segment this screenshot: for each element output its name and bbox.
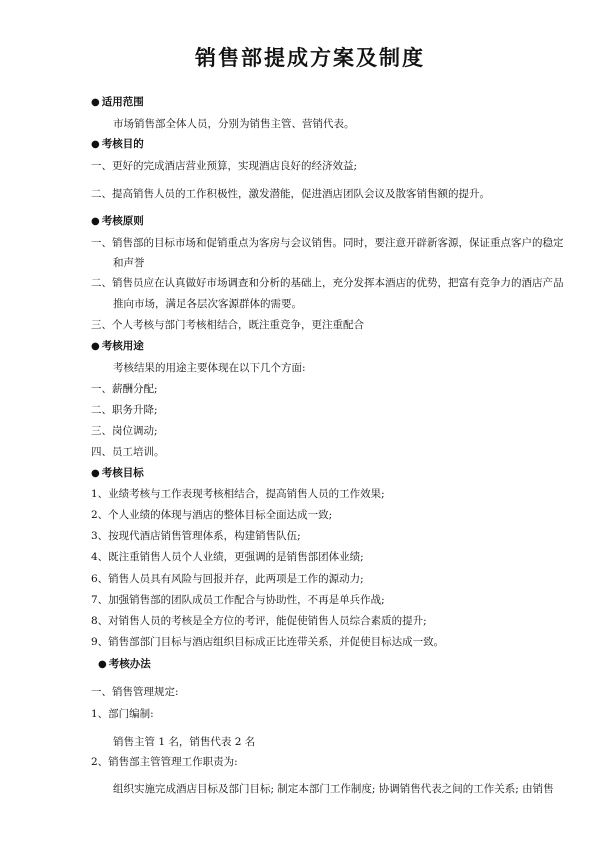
usage-item-3: 三、岗位调动; [91,425,158,437]
principles-item-3: 三、个人考核与部门考核相结合，既注重竞争，更注重配合 [91,319,364,331]
goals-item-2: 2、个人业绩的体现与酒店的整体目标全面达成一致; [91,509,333,521]
usage-intro: 考核结果的用途主要体现在以下几个方面: [113,362,306,374]
bullet-icon: ● [98,659,107,670]
goals-item-3: 3、按现代酒店销售管理体系，构建销售队伍; [91,530,301,542]
section-heading-purpose [91,137,144,152]
goals-item-8: 8、对销售人员的考核是全方位的考评，能促使销售人员综合素质的提升; [91,615,427,627]
heading-text: 考核办法 [108,658,151,670]
bullet-icon: ● [91,341,100,352]
document-title: 销售部提成方案及制度 [195,46,425,70]
heading-text: 考核目标 [101,467,144,479]
bullet-icon: ● [91,468,100,479]
section-heading-scope [91,95,144,110]
purpose-item-1: 一、更好的完成酒店营业预算，实现酒店良好的经济效益; [91,160,358,172]
usage-item-1: 一、薪酬分配; [91,383,158,395]
methods-line-5: 组织实施完成酒店目标及部门目标; 制定本部门工作制度; 协调销售代表之间的工作关系; 由销售 [113,783,554,795]
section-heading-usage [91,339,144,354]
methods-line-1: 一、销售管理规定: [91,686,179,698]
goals-item-7: 7、加强销售部的团队成员工作配合与协助性，不再是单兵作战; [91,594,385,606]
goals-item-4: 4、既注重销售人员个人业绩，更强调的是销售部团体业绩; [91,551,364,563]
bullet-icon: ● [91,216,100,227]
section-heading-methods [98,657,151,672]
bullet-icon: ● [91,139,100,150]
methods-line-3: 销售主管 1 名，销售代表 2 名 [113,736,256,748]
usage-item-2: 二、职务升降; [91,404,158,416]
goals-item-1: 1、业绩考核与工作表现考核相结合，提高销售人员的工作效果; [91,488,385,500]
principles-item-2: 二、销售员应在认真做好市场调查和分析的基础上，充分发挥本酒店的优势，把富有竞争力的酒店产品 [91,277,564,289]
section-heading-principles [91,214,144,229]
heading-text: 考核原则 [101,215,144,227]
heading-text: 考核目的 [101,138,144,150]
bullet-icon: ● [91,97,100,108]
scope-body: 市场销售部全体人员，分别为销售主管、营销代表。 [113,118,355,130]
principles-item-1: 一、销售部的目标市场和促销重点为客房与会议销售。同时，要注意开辟新客源，保证重点客户的稳定 [91,237,564,249]
purpose-item-2: 二、提高销售人员的工作积极性，激发潜能，促进酒店团队会议及散客销售额的提升。 [91,188,490,200]
heading-text: 适用范围 [101,96,144,108]
section-heading-goals [91,466,144,481]
goals-item-9: 9、销售部部门目标与酒店组织目标成正比连带关系，并促使目标达成一致。 [91,636,445,648]
principles-item-1-cont: 和声誉 [113,257,145,269]
principles-item-2-cont: 推向市场，满足各层次客源群体的需要。 [113,298,302,310]
heading-text: 考核用途 [101,340,144,352]
methods-line-4: 2、销售部主管管理工作职责为: [91,756,238,768]
usage-item-4: 四、员工培训。 [91,446,165,458]
methods-line-2: 1、部门编制: [91,708,154,720]
goals-item-6: 6、销售人员具有风险与回报并存，此两项是工作的源动力; [91,573,364,585]
